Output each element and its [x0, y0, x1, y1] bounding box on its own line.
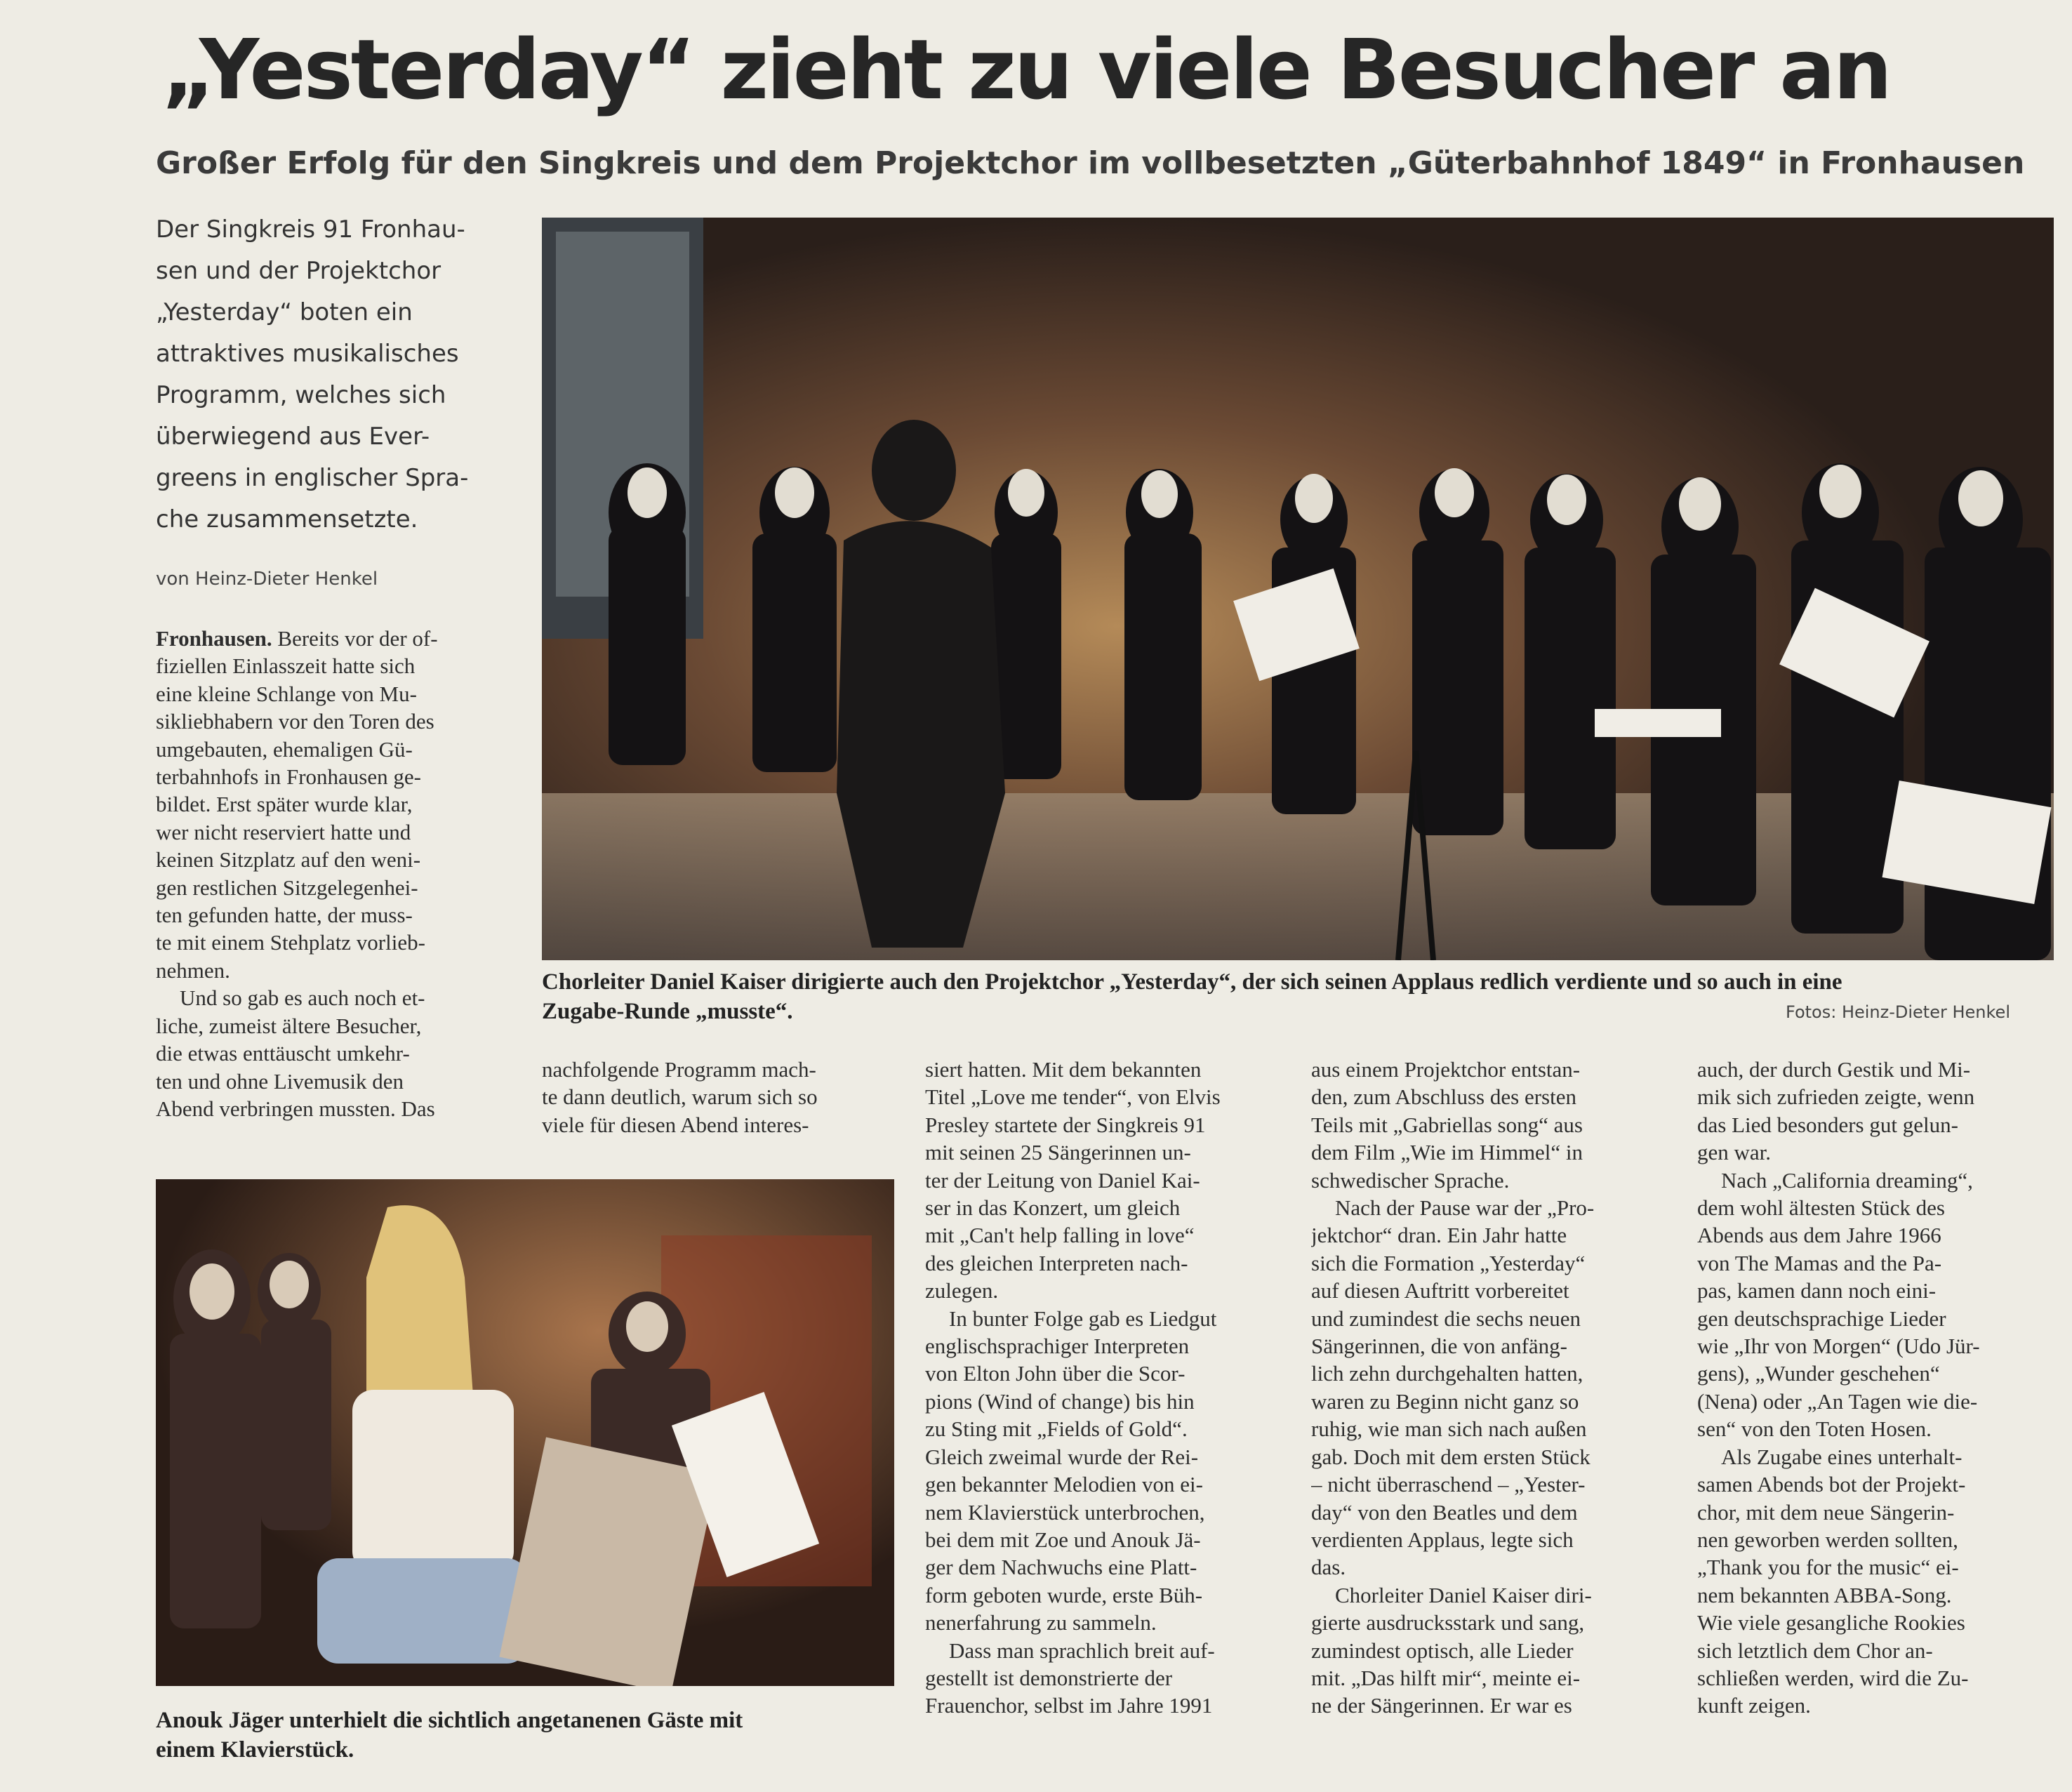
body-line-text: englischsprachiger Interpreten [925, 1334, 1190, 1359]
body-line [925, 1332, 1282, 1360]
byline: von Heinz-Dieter Henkel [156, 569, 378, 590]
body-line-text: zu Sting mit „Fields of Gold“. [925, 1416, 1188, 1442]
body-line [1311, 1388, 1668, 1415]
body-line [1697, 1388, 2054, 1415]
body-line [156, 818, 512, 846]
body-line-text: das Lied besonders gut gelun- [1697, 1112, 1958, 1137]
body-line-text: keinen Sitzplatz auf den weni- [156, 847, 421, 872]
body-line-text: des gleichen Interpreten nach- [925, 1250, 1188, 1275]
body-line-text: Bereits vor der of- [277, 626, 438, 651]
headline: „Yesterday“ zieht zu viele Besucher an [161, 21, 1890, 118]
body-line [1311, 1056, 1668, 1083]
body-line-text: Und so gab es auch noch et- [180, 985, 425, 1011]
body-line [1311, 1499, 1668, 1526]
body-line-text: Presley startete der Singkreis 91 [925, 1112, 1206, 1137]
body-line [925, 1360, 1282, 1387]
body-line [925, 1637, 1282, 1664]
body-line [156, 1095, 512, 1122]
body-line [925, 1139, 1282, 1166]
body-line [1697, 1499, 2054, 1526]
body-line [925, 1056, 1282, 1083]
body-line-text: nehmen. [156, 957, 230, 983]
body-line [156, 763, 512, 790]
photo-credit: Fotos: Heinz-Dieter Henkel [1786, 1002, 2010, 1022]
teaser-line: „Yesterday“ boten ein [156, 298, 413, 326]
body-line-text: Abends aus dem Jahre 1966 [1697, 1223, 1941, 1248]
body-line-text: viele für diesen Abend interes- [542, 1112, 809, 1137]
body-line-text: Abend verbringen mussten. Das [156, 1096, 435, 1121]
body-line-text: auch, der durch Gestik und Mi- [1697, 1057, 1971, 1082]
body-line [1311, 1581, 1668, 1609]
body-line [1311, 1083, 1668, 1110]
body-line [1697, 1553, 2054, 1581]
body-line [925, 1499, 1282, 1526]
body-line-text: „Thank you for the music“ ei- [1697, 1555, 1959, 1580]
body-line [1697, 1221, 2054, 1249]
body-line-text: bei dem mit Zoe und Anouk Jä- [925, 1527, 1201, 1552]
body-column-4 [1311, 1056, 1668, 1720]
body-line-text: schließen werden, wird die Zu- [1697, 1665, 1969, 1690]
body-line-text: sikliebhabern vor den Toren des [156, 709, 434, 734]
body-line [542, 1083, 898, 1110]
body-line [1697, 1083, 2054, 1110]
body-line-text: zumindest optisch, alle Lieder [1311, 1638, 1574, 1663]
body-line [156, 625, 512, 652]
body-line-text: gen bekannter Melodien von ei- [925, 1472, 1203, 1497]
body-line [1697, 1360, 2054, 1387]
body-line [1311, 1277, 1668, 1304]
body-line [925, 1609, 1282, 1636]
body-line-text: In bunter Folge gab es Liedgut [949, 1306, 1217, 1331]
body-line-text: te mit einem Stehplatz vorlieb- [156, 930, 425, 955]
body-line-text: eine kleine Schlange von Mu- [156, 681, 417, 706]
body-line-text: die etwas enttäuscht umkehr- [156, 1041, 410, 1066]
body-line [1697, 1332, 2054, 1360]
body-line [156, 929, 512, 956]
body-line [1311, 1194, 1668, 1221]
dateline: Fronhausen. [156, 626, 278, 651]
body-line-text: ten und ohne Livemusik den [156, 1068, 404, 1094]
body-line [925, 1277, 1282, 1304]
piano-photo-caption [156, 1706, 900, 1765]
body-line-text: Nach „California dreaming“, [1721, 1167, 1973, 1193]
body-line-text: pions (Wind of change) bis hin [925, 1388, 1195, 1414]
body-line [1697, 1526, 2054, 1553]
body-line-text: und zumindest die sechs neuen [1311, 1306, 1581, 1331]
body-line-text: Frauenchor, selbst im Jahre 1991 [925, 1693, 1213, 1718]
body-line-text: nem bekannten ABBA-Song. [1697, 1582, 1952, 1607]
body-line-text: sich letztlich dem Chor an- [1697, 1638, 1933, 1663]
body-line-text: Gleich zweimal wurde der Rei- [925, 1444, 1199, 1469]
teaser-line: überwiegend aus Ever- [156, 423, 430, 451]
teaser-line: sen und der Projektchor [156, 257, 441, 285]
body-line [1697, 1692, 2054, 1719]
body-line-text: Chorleiter Daniel Kaiser diri- [1335, 1582, 1592, 1607]
body-line [542, 1056, 898, 1083]
body-line-text: bildet. Erst später wurde klar, [156, 792, 413, 817]
body-line-text: samen Abends bot der Projekt- [1697, 1472, 1966, 1497]
body-line [925, 1111, 1282, 1139]
body-line [925, 1581, 1282, 1609]
body-column-5 [1697, 1056, 2054, 1720]
body-line [156, 708, 512, 735]
body-column-3 [925, 1056, 1282, 1720]
body-line [1311, 1415, 1668, 1442]
body-line-text: day“ von den Beatles und dem [1311, 1499, 1578, 1525]
body-line [1311, 1526, 1668, 1553]
teaser-line: Programm, welches sich [156, 381, 446, 409]
body-line [156, 1040, 512, 1067]
body-line-text: Wie viele gesangliche Rookies [1697, 1610, 1965, 1635]
body-line [1697, 1139, 2054, 1166]
body-line [925, 1194, 1282, 1221]
body-line [1697, 1664, 2054, 1692]
body-line [1311, 1221, 1668, 1249]
body-line-text: wer nicht reserviert hatte und [156, 819, 411, 844]
body-line-text: aus einem Projektchor entstan- [1311, 1057, 1581, 1082]
body-line [925, 1664, 1282, 1692]
body-line [1311, 1609, 1668, 1636]
body-line [1697, 1443, 2054, 1471]
body-line [156, 680, 512, 708]
body-line [925, 1388, 1282, 1415]
body-line-text: terbahnhofs in Fronhausen ge- [156, 764, 421, 790]
body-line-text: chor, mit dem neue Sängerin- [1697, 1499, 1955, 1525]
body-line [156, 984, 512, 1011]
body-line [542, 1111, 898, 1139]
body-line-text: pas, kamen dann noch eini- [1697, 1278, 1937, 1303]
body-line-text: Dass man sprachlich breit auf- [949, 1638, 1215, 1663]
body-line-text: Sängerinnen, die von anfäng- [1311, 1334, 1567, 1359]
body-line [156, 957, 512, 984]
body-line [1311, 1471, 1668, 1498]
body-line [156, 736, 512, 763]
body-line-text: lich zehn durchgehalten hatten, [1311, 1361, 1583, 1386]
body-line [925, 1305, 1282, 1332]
choir-photo-image [542, 218, 2054, 960]
body-line-text: dem wohl ältesten Stück des [1697, 1195, 1945, 1221]
body-line-text: den, zum Abschluss des ersten [1311, 1084, 1576, 1110]
body-line-text: sen“ von den Toten Hosen. [1697, 1416, 1932, 1442]
body-line-text: ten gefunden hatte, der muss- [156, 903, 413, 928]
body-line-text: (Nena) oder „An Tagen wie die- [1697, 1388, 1978, 1414]
body-line [1697, 1609, 2054, 1636]
body-line [925, 1553, 1282, 1581]
body-line [925, 1083, 1282, 1110]
body-line-text: schwedischer Sprache. [1311, 1167, 1510, 1193]
body-column-1 [156, 625, 512, 1122]
body-line [1697, 1471, 2054, 1498]
body-line [1697, 1277, 2054, 1304]
body-line [1697, 1056, 2054, 1083]
body-line-text: Titel „Love me tender“, von Elvis [925, 1084, 1221, 1110]
body-line-text: gen restlichen Sitzgelegenhei- [156, 875, 418, 900]
caption-line: Anouk Jäger unterhielt die sichtlich angetanenen Gäste mit [156, 1708, 743, 1733]
body-line-text: ger dem Nachwuchs eine Platt- [925, 1555, 1197, 1580]
body-line-text: von The Mamas and the Pa- [1697, 1250, 1942, 1275]
body-line-text: das. [1311, 1555, 1346, 1580]
body-line-text: umgebauten, ehemaligen Gü- [156, 736, 413, 762]
body-line-text: Teils mit „Gabriellas song“ aus [1311, 1112, 1583, 1137]
piano-photo-image [156, 1179, 894, 1686]
body-line [1311, 1360, 1668, 1387]
choir-photo [542, 218, 2054, 960]
body-line-text: verdienten Applaus, legte sich [1311, 1527, 1574, 1552]
body-line [156, 1068, 512, 1095]
body-line [1311, 1167, 1668, 1194]
body-line [1697, 1305, 2054, 1332]
body-line-text: form geboten wurde, erste Büh- [925, 1582, 1203, 1607]
body-line [1311, 1249, 1668, 1277]
body-line-text: mit „Can't help falling in love“ [925, 1223, 1195, 1248]
piano-photo [156, 1179, 894, 1686]
body-line-text: gen deutschsprachige Lieder [1697, 1306, 1946, 1331]
teaser [156, 209, 521, 540]
body-line-text: sich die Formation „Yesterday“ [1311, 1250, 1586, 1275]
body-line-text: liche, zumeist ältere Besucher, [156, 1013, 422, 1038]
body-line [1697, 1249, 2054, 1277]
body-line [925, 1415, 1282, 1442]
body-line-text: nachfolgende Programm mach- [542, 1057, 816, 1082]
body-line-text: dem Film „Wie im Himmel“ in [1311, 1140, 1583, 1165]
body-line-text: ruhig, wie man sich nach außen [1311, 1416, 1587, 1442]
teaser-line: che zusammensetzte. [156, 505, 418, 533]
body-line-text: mit seinen 25 Sängerinnen un- [925, 1140, 1191, 1165]
body-line [156, 652, 512, 679]
body-line [925, 1221, 1282, 1249]
body-line-text: waren zu Beginn nicht ganz so [1311, 1388, 1579, 1414]
body-line [1311, 1637, 1668, 1664]
body-line-text: gierte ausdrucksstark und sang, [1311, 1610, 1585, 1635]
body-line-text: gen war. [1697, 1140, 1772, 1165]
body-line-text: nenerfahrung zu sammeln. [925, 1610, 1157, 1635]
body-line [156, 790, 512, 818]
body-line-text: kunft zeigen. [1697, 1693, 1811, 1718]
body-line [1311, 1553, 1668, 1581]
body-line-text: auf diesen Auftritt vorbereitet [1311, 1278, 1569, 1303]
body-line [156, 846, 512, 873]
body-line [1311, 1664, 1668, 1692]
body-line [1311, 1111, 1668, 1139]
body-line [1311, 1692, 1668, 1719]
teaser-line: attraktives musikalisches [156, 340, 459, 368]
body-line-text: fiziellen Einlasszeit hatte sich [156, 653, 416, 679]
body-line-text: nen geworben werden sollten, [1697, 1527, 1958, 1552]
body-line [925, 1692, 1282, 1719]
body-line-text: – nicht überraschend – „Yester- [1311, 1472, 1586, 1497]
body-line-text: siert hatten. Mit dem bekannten [925, 1057, 1202, 1082]
body-line-text: wie „Ihr von Morgen“ (Udo Jür- [1697, 1334, 1980, 1359]
body-line-text: zulegen. [925, 1278, 999, 1303]
body-line-text: ter der Leitung von Daniel Kai- [925, 1167, 1200, 1193]
body-line-text: ne der Sängerinnen. Er war es [1311, 1693, 1572, 1718]
body-line [925, 1471, 1282, 1498]
body-line [1311, 1332, 1668, 1360]
body-line [1697, 1111, 2054, 1139]
body-line [1697, 1167, 2054, 1194]
subheadline: Großer Erfolg für den Singkreis und dem Projektchor im vollbesetzten „Güterbahnhof 1849“ in Fronhausen [156, 145, 2025, 181]
teaser-line: Der Singkreis 91 Fronhau- [156, 215, 465, 244]
body-line-text: nem Klavierstück unterbrochen, [925, 1499, 1205, 1525]
body-line-text: Als Zugabe eines unterhalt- [1721, 1444, 1963, 1469]
body-line-text: gestellt ist demonstrierte der [925, 1665, 1173, 1690]
caption-line: Zugabe-Runde „musste“. [542, 999, 793, 1024]
body-line-text: mit. „Das hilft mir“, meinte ei- [1311, 1665, 1581, 1690]
body-line [1311, 1139, 1668, 1166]
body-line [925, 1167, 1282, 1194]
caption-line: Chorleiter Daniel Kaiser dirigierte auch den Projektchor „Yesterday“, der sich seinen Applaus redlich verdiente und so auch in eine [542, 969, 1842, 995]
body-line [925, 1249, 1282, 1277]
teaser-line: greens in englischer Spra- [156, 464, 469, 492]
body-line-text: jektchor“ dran. Ein Jahr hatte [1311, 1223, 1567, 1248]
body-line [1311, 1305, 1668, 1332]
body-line [1697, 1194, 2054, 1221]
body-line-text: gab. Doch mit dem ersten Stück [1311, 1444, 1590, 1469]
body-line [156, 1012, 512, 1040]
body-line [925, 1443, 1282, 1471]
body-line [925, 1526, 1282, 1553]
body-line [1311, 1443, 1668, 1471]
body-line-text: gens), „Wunder geschehen“ [1697, 1361, 1940, 1386]
body-line-text: mik sich zufrieden zeigte, wenn [1697, 1084, 1975, 1110]
body-line-text: von Elton John über die Scor- [925, 1361, 1186, 1386]
body-line [1697, 1637, 2054, 1664]
body-line [156, 874, 512, 901]
body-line-text: Nach der Pause war der „Pro- [1335, 1195, 1595, 1221]
body-line [1697, 1415, 2054, 1442]
body-line-text: ser in das Konzert, um gleich [925, 1195, 1181, 1221]
caption-line: einem Klavierstück. [156, 1737, 354, 1763]
body-line [156, 901, 512, 929]
body-line-text: te dann deutlich, warum sich so [542, 1084, 818, 1110]
body-line [1697, 1581, 2054, 1609]
body-column-2 [542, 1056, 898, 1139]
